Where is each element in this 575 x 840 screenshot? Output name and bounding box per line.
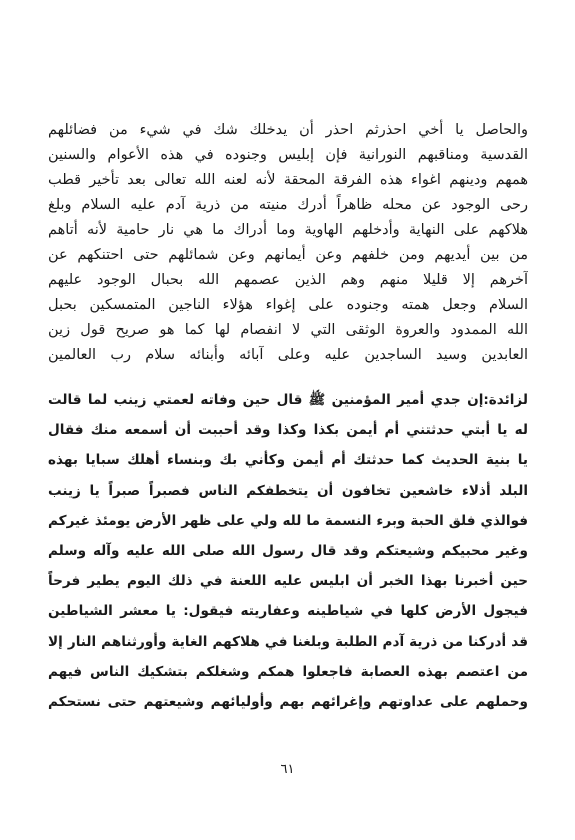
quote-line: لزائدة:إن جدي أمير المؤمنين ﷺ قال حين وفاته لعمتي زينب لما قالت (48, 392, 528, 408)
text-line: الله الممدود والعروة الوثقى التي لا انفصام لها كما هو صريح قول زين (48, 322, 528, 338)
text-line: القدسية ومناقبهم النورانية فإن إبليس وجنوده في هذه الأعوام والسنين (48, 147, 528, 163)
text-line: همهم ودينهم اغواء هذه الفرقة المحقة لأنه لعنه الله تعالى بعد تأخير قطب (48, 172, 528, 188)
quote-line: البلد أذلاء خاشعين تخافون أن يتخطفكم الناس فصبراً صبراً يا زينب (48, 482, 528, 499)
quote-line: فيجول الأرض كلها في شياطينه وعفاريته فيقول: يا معشر الشياطين (48, 603, 528, 620)
hadith-quote (48, 385, 528, 717)
body-paragraph (48, 118, 528, 368)
quote-line: من اعتصم بهذه العصابة فاجعلوا همكم وشغلكم بتشكيك الناس فيهم (48, 663, 528, 680)
quote-line: له يا أبتي حدثتني أم أيمن بكذا وكذا وقد أحببت أن أسمعه منك فقال (48, 422, 528, 439)
quote-line: وحملهم على عداوتهم وإغرائهم بهم وأوليائهم وشيعتهم حتى نستحكم (48, 693, 528, 710)
text-line: والحاصل يا أخي احذرثم احذر أن يدخلك شك في شيء من فضائلهم (48, 122, 528, 138)
quote-line: وغير محبيكم وشيعتكم وقد قال رسول الله صلى الله عليه وآله وسلم (48, 542, 528, 559)
quote-line: يا بنية الحديث كما حدثتك أم أيمن وكأني بك وبنساء أهلك سبايا بهذه (48, 452, 528, 469)
text-line: العابدين وسيد الساجدين عليه وعلى آبائه وأبنائه سلام رب العالمين (48, 347, 528, 363)
text-line: السلام وجعل همته وجنوده على إغواء هؤلاء الناجين المتمسكين بحبل (48, 297, 528, 313)
text-line: آخرهم إلا قليلا منهم وهم الذين عصمهم الله بحبال الوجود عليهم (48, 272, 528, 288)
text-line: هلاكهم على النهاية وأدخلهم الهاوية وما أدراك ما هي نار حامية لأنه أتاهم (48, 222, 528, 238)
text-line: رحى الوجود عن محله ظاهراً أدرك منيته من ذرية آدم عليه السلام وبلغ (48, 197, 528, 213)
text-line: من بين أيديهم ومن خلفهم وعن أيمانهم وعن شمائلهم حتى احتنكهم عن (48, 247, 528, 263)
quote-line: حين أخبرنا بهذا الخبر أن ابليس عليه اللعنة في ذلك اليوم يطير فرحاً (48, 573, 528, 590)
quote-line: فوالذي فلق الحبة وبرء النسمة ما لله ولي على ظهر الأرض يومئذ غيركم (48, 512, 528, 529)
page-number: ٦١ (280, 762, 295, 777)
quote-line: قد أدركنا من ذرية آدم الطلبة وبلغنا في هلاكهم الغاية وأورثناهم النار إلا (48, 633, 528, 650)
